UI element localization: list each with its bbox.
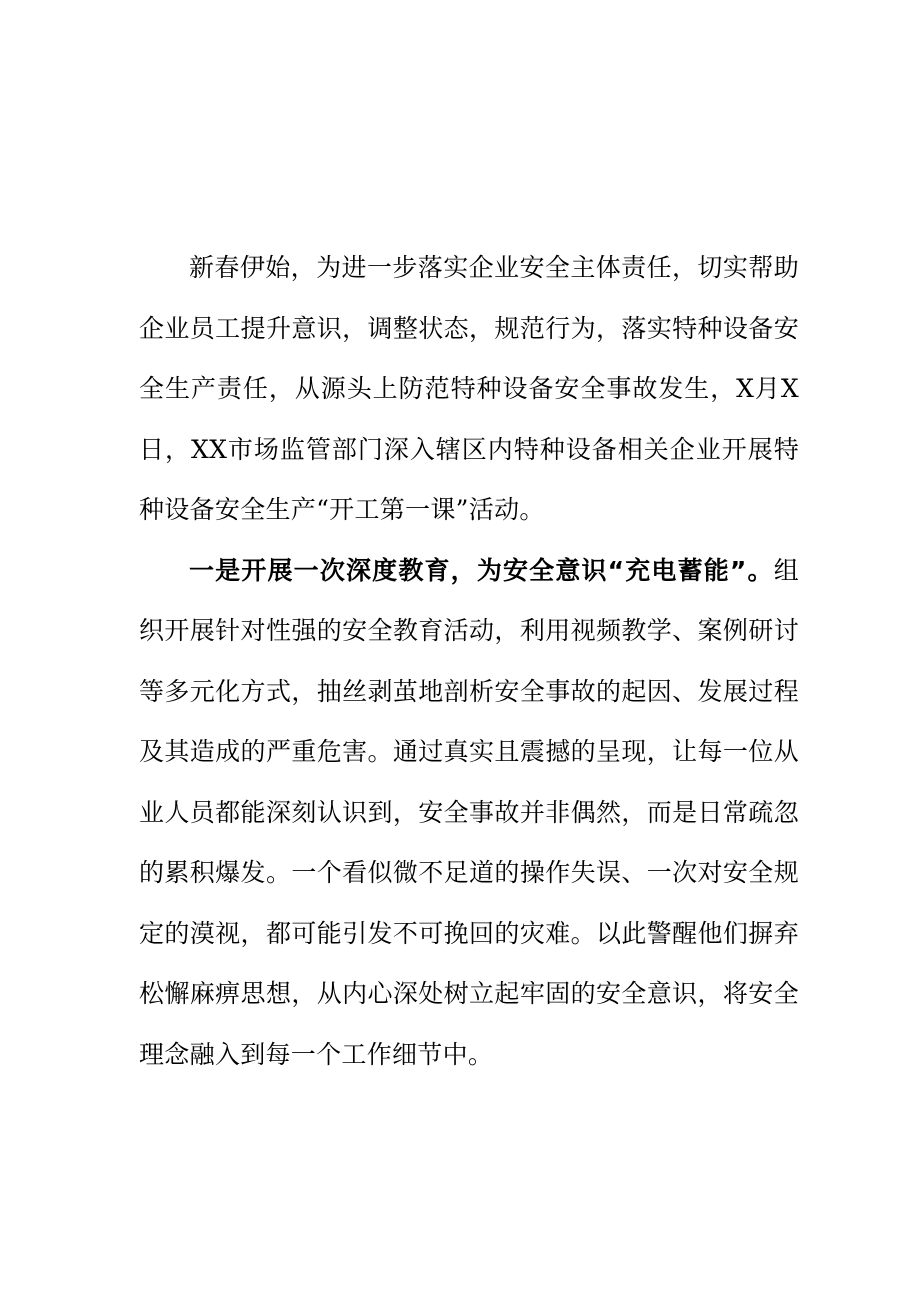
document-body [139,238,799,1085]
paragraph-intro-text: 新春伊始，为进一步落实企业安全主体责任，切实帮助企业员工提升意识，调整状态，规范行为，落实特种设备安全生产责任，从源头上防范特种设备安全事故发生，X月X日，XX市场监管部门深入辖区内特种设备相关企业开展特种设备安全生产“开工第一课”活动。 [139,253,799,524]
paragraph-point-one-text: 组织开展针对性强的安全教育活动，利用视频教学、案例研讨等多元化方式，抽丝剥茧地剖析安全事故的起因、发展过程及其造成的严重危害。通过真实且震撼的呈现，让每一位从业人员都能深刻认识到，安全事故并非偶然，而是日常疏忽的累积爆发。一个看似微不足道的操作失误、一次对安全规定的漠视，都可能引发不可挽回的灾难。以此警醒他们摒弃松懈麻痹思想，从内心深处树立起牢固的安全意识，将安全理念融入到每一个工作细节中。 [139,555,799,1069]
paragraph-point-one-heading: 一是开展一次深度教育，为安全意识“充电蓄能”。 [189,555,774,585]
paragraph-point-one [139,541,799,1086]
paragraph-intro [139,238,799,541]
